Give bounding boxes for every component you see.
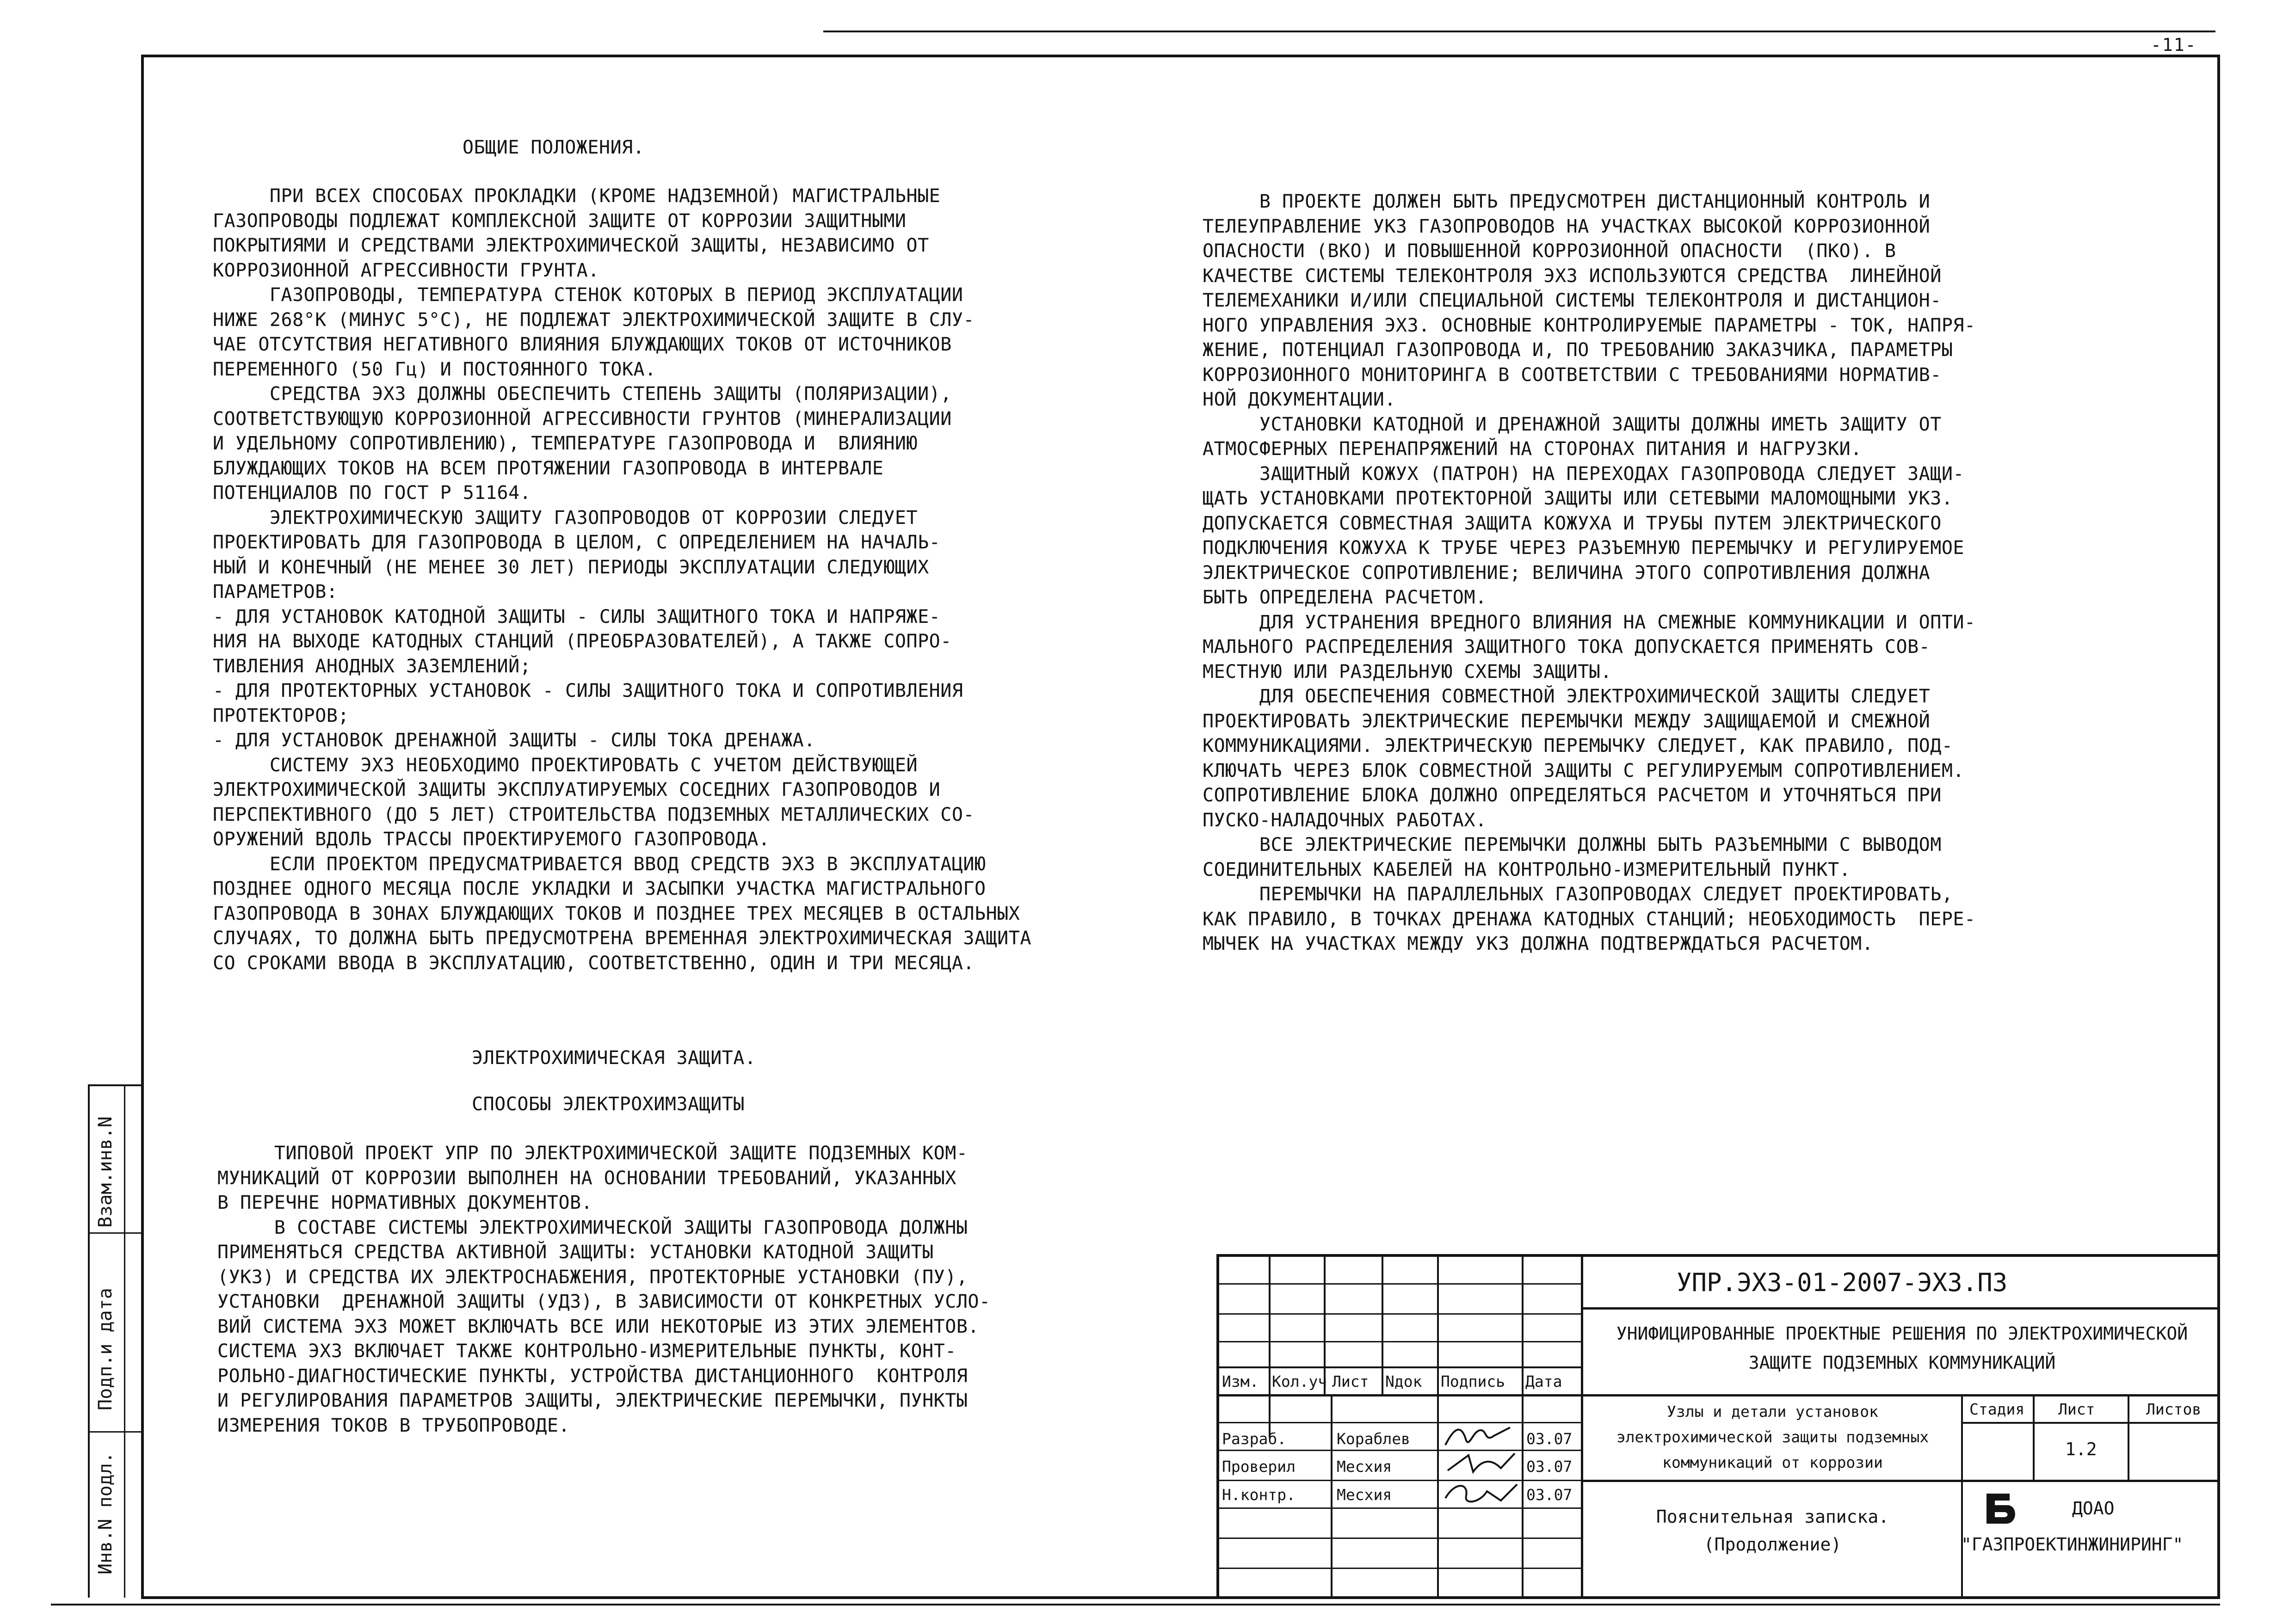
text-line: И РЕГУЛИРОВАНИЯ ПАРАМЕТРОВ ЗАЩИТЫ, ЭЛЕКТРИЧЕСКИЕ ПЕРЕМЫЧКИ, ПУНКТЫ — [217, 1390, 968, 1411]
heading-general: ОБЩИЕ ПОЛОЖЕНИЯ. — [463, 137, 645, 158]
sheet-label: Лист — [2058, 1400, 2095, 1418]
role-razrab: Разраб. — [1222, 1430, 1287, 1448]
text-line: СРЕДСТВА ЭХЗ ДОЛЖНЫ ОБЕСПЕЧИТЬ СТЕПЕНЬ ЗАЩИТЫ (ПОЛЯРИЗАЦИИ), — [213, 383, 952, 405]
date-razrab: 03.07 — [1526, 1430, 1573, 1448]
tb-top-line — [1216, 1254, 2220, 1257]
text-line: В ПРОЕКТЕ ДОЛЖЕН БЫТЬ ПРЕДУСМОТРЕН ДИСТАНЦИОННЫЙ КОНТРОЛЬ И — [1203, 191, 1931, 212]
text-line: МАЛЬНОГО РАСПРЕДЕЛЕНИЯ ЗАЩИТНОГО ТОКА ДОПУСКАЕТСЯ ПРИМЕНЯТЬ СОВ- — [1203, 636, 1931, 658]
text-line: РОЛЬНО-ДИАГНОСТИЧЕСКИЕ ПУНКТЫ, УСТРОЙСТВА ДИСТАНЦИОННОГО КОНТРОЛЯ — [217, 1365, 968, 1387]
tb-left-line — [1216, 1254, 1219, 1599]
header-kol-uch: Кол.уч — [1272, 1372, 1327, 1390]
tb-h-r6 — [1216, 1422, 1582, 1423]
text-line: ПОЗДНЕЕ ОДНОГО МЕСЯЦА ПОСЛЕ УКЛАДКИ И ЗАСЫПКИ УЧАСТКА МАГИСТРАЛЬНОГО — [213, 878, 986, 899]
sheets-label: Листов — [2146, 1400, 2202, 1418]
tb-h-r7 — [1216, 1450, 1582, 1451]
text-line: КЛЮЧАТЬ ЧЕРЕЗ БЛОК СОВМЕСТНОЙ ЗАЩИТЫ С РЕГУЛИРУЕМЫМ СОПРОТИВЛЕНИЕМ. — [1203, 760, 1964, 781]
tb-v-stage — [1961, 1394, 1963, 1598]
text-line: ПРОТЕКТОРОВ; — [213, 705, 349, 726]
side-stamp-div1 — [88, 1232, 142, 1234]
left-methods-text — [217, 1141, 991, 1438]
text-line: В ПЕРЕЧНЕ НОРМАТИВНЫХ ДОКУМЕНТОВ. — [217, 1192, 593, 1213]
text-line: ТЕЛЕМЕХАНИКИ И/ИЛИ СПЕЦИАЛЬНОЙ СИСТЕМЫ ТЕЛЕКОНТРОЛЯ И ДИСТАНЦИОН- — [1203, 290, 1942, 311]
gazprom-logo-icon — [1982, 1491, 2019, 1526]
text-line: ПЕРСПЕКТИВНОГО (ДО 5 ЛЕТ) СТРОИТЕЛЬСТВА ПОДЗЕМНЫХ МЕТАЛЛИЧЕСКИХ СО- — [213, 804, 975, 825]
text-line: ПЕРЕМЕННОГО (50 Гц) И ПОСТОЯННОГО ТОКА. — [213, 358, 656, 380]
tb-h-r4 — [1216, 1366, 1582, 1368]
tb-v-sheet — [2033, 1394, 2035, 1480]
text-line: КОРРОЗИОННОЙ АГРЕССИВНОСТИ ГРУНТА. — [213, 259, 599, 281]
stage-label: Стадия — [1969, 1400, 2025, 1418]
text-line: АТМОСФЕРНЫХ ПЕРЕНАПРЯЖЕНИЙ НА СТОРОНАХ ПИТАНИЯ И НАГРУЗКИ. — [1203, 438, 1862, 460]
text-line: ОПАСНОСТИ (ВКО) И ПОВЫШЕННОЙ КОРРОЗИОННОЙ ОПАСНОСТИ (ПКО). В — [1203, 240, 1896, 262]
doc-code: УПР.ЭХЗ-01-2007-ЭХЗ.ПЗ — [1677, 1268, 2008, 1297]
sheet-title-line-2: электрохимической защиты подземных — [1616, 1428, 1929, 1446]
text-line: СОЕДИНИТЕЛЬНЫХ КАБЕЛЕЙ НА КОНТРОЛЬНО-ИЗМЕРИТЕЛЬНЫЙ ПУНКТ. — [1203, 859, 1851, 880]
text-line: ВИЙ СИСТЕМА ЭХЗ МОЖЕТ ВКЛЮЧАТЬ ВСЕ ИЛИ НЕКОТОРЫЕ ИЗ ЭТИХ ЭЛЕМЕНТОВ. — [217, 1316, 979, 1337]
date-nkontr: 03.07 — [1526, 1486, 1573, 1504]
text-line: ДЛЯ ОБЕСПЕЧЕНИЯ СОВМЕСТНОЙ ЭЛЕКТРОХИМИЧЕСКОЙ ЗАЩИТЫ СЛЕДУЕТ — [1203, 686, 1931, 707]
text-line: ГАЗОПРОВОДЫ, ТЕМПЕРАТУРА СТЕНОК КОТОРЫХ В ПЕРИОД ЭКСПЛУАТАЦИИ — [213, 284, 963, 306]
tb-h-r9 — [1216, 1507, 1582, 1509]
text-line: ПАРАМЕТРОВ: — [213, 581, 338, 603]
tb-v-podpis — [1437, 1254, 1439, 1598]
text-line: ДЛЯ УСТРАНЕНИЯ ВРЕДНОГО ВЛИЯНИЯ НА СМЕЖНЫЕ КОММУНИКАЦИИ И ОПТИ- — [1203, 611, 1976, 633]
text-line: - ДЛЯ УСТАНОВОК КАТОДНОЙ ЗАЩИТЫ - СИЛЫ ЗАЩИТНОГО ТОКА И НАПРЯЖЕ- — [213, 606, 941, 627]
text-line: МУНИКАЦИЙ ОТ КОРРОЗИИ ВЫПОЛНЕН НА ОСНОВАНИИ ТРЕБОВАНИЙ, УКАЗАННЫХ — [217, 1167, 956, 1189]
text-line: ГАЗОПРОВОДА В ЗОНАХ БЛУЖДАЮЩИХ ТОКОВ И ПОЗДНЕЕ ТРЕХ МЕСЯЦЕВ В ОСТАЛЬНЫХ — [213, 903, 1020, 924]
heading-methods: СПОСОБЫ ЭЛЕКТРОХИМЗАЩИТЫ — [472, 1094, 745, 1115]
text-line: - ДЛЯ УСТАНОВОК ДРЕНАЖНОЙ ЗАЩИТЫ - СИЛЫ ТОКА ДРЕНАЖА. — [213, 730, 815, 751]
page-number: -11- — [2151, 35, 2197, 55]
text-line: КАЧЕСТВЕ СИСТЕМЫ ТЕЛЕКОНТРОЛЯ ЭХЗ ИСПОЛЬЗУЮТСЯ СРЕДСТВА ЛИНЕЙНОЙ — [1203, 265, 1942, 287]
tb-v-main — [1581, 1254, 1583, 1598]
text-line: ГАЗОПРОВОДЫ ПОДЛЕЖАТ КОМПЛЕКСНОЙ ЗАЩИТЕ ОТ КОРРОЗИИ ЗАЩИТНЫМИ — [213, 210, 907, 232]
text-line: СИСТЕМУ ЭХЗ НЕОБХОДИМО ПРОЕКТИРОВАТЬ С УЧЕТОМ ДЕЙСТВУЮЩЕЙ — [213, 754, 918, 776]
inv-podl-label: Инв.N подл. — [95, 1452, 116, 1575]
text-line: МЕСТНУЮ ИЛИ РАЗДЕЛЬНУЮ СХЕМЫ ЗАЩИТЫ. — [1203, 661, 1612, 683]
right-column-text — [1203, 190, 1976, 957]
signature-nkontr — [1441, 1480, 1519, 1507]
tb-v-sheets — [2128, 1394, 2129, 1480]
text-line: НОЙ ДОКУМЕНТАЦИИ. — [1203, 389, 1396, 410]
text-line: ПРИ ВСЕХ СПОСОБАХ ПРОКЛАДКИ (КРОМЕ НАДЗЕМНОЙ) МАГИСТРАЛЬНЫЕ — [213, 185, 941, 207]
doc-type-line-2: (Продолжение) — [1703, 1534, 1842, 1555]
text-line: (УКЗ) И СРЕДСТВА ИХ ЭЛЕКТРОСНАБЖЕНИЯ, ПРОТЕКТОРНЫЕ УСТАНОВКИ (ПУ), — [217, 1266, 968, 1288]
text-line: ПРОЕКТИРОВАТЬ ДЛЯ ГАЗОПРОВОДА В ЦЕЛОМ, С ОПРЕДЕЛЕНИЕМ НА НАЧАЛЬ- — [213, 532, 941, 553]
text-line: ЗАЩИТНЫЙ КОЖУХ (ПАТРОН) НА ПЕРЕХОДАХ ГАЗОПРОВОДА СЛЕДУЕТ ЗАЩИ- — [1203, 463, 1964, 485]
text-line: ПОДКЛЮЧЕНИЯ КОЖУХА К ТРУБЕ ЧЕРЕЗ РАЗЪЕМНУЮ ПЕРЕМЫЧКУ И РЕГУЛИРУЕМОЕ — [1203, 537, 1964, 559]
text-line: СОПРОТИВЛЕНИЕ БЛОКА ДОЛЖНО ОПРЕДЕЛЯТЬСЯ РАСЧЕТОМ И УТОЧНЯТЬСЯ ПРИ — [1203, 785, 1942, 806]
side-stamp-div2 — [88, 1431, 142, 1433]
text-line: ОРУЖЕНИЙ ВДОЛЬ ТРАССЫ ПРОЕКТИРУЕМОГО ГАЗОПРОВОДА. — [213, 829, 770, 850]
tb-v-list — [1331, 1394, 1333, 1598]
tb-h-r3 — [1216, 1341, 1582, 1342]
tb-code-bottom-line — [1582, 1307, 2220, 1310]
tb-project-bottom-line — [1216, 1394, 2220, 1396]
tb-h-r1 — [1216, 1283, 1582, 1285]
text-line: - ДЛЯ ПРОТЕКТОРНЫХ УСТАНОВОК - СИЛЫ ЗАЩИТНОГО ТОКА И СОПРОТИВЛЕНИЯ — [213, 680, 963, 701]
text-line: НОГО УПРАВЛЕНИЯ ЭХЗ. ОСНОВНЫЕ КОНТРОЛИРУЕМЫЕ ПАРАМЕТРЫ - ТОК, НАПРЯ- — [1203, 314, 1976, 336]
heading-ehz: ЭЛЕКТРОХИМИЧЕСКАЯ ЗАЩИТА. — [472, 1047, 756, 1069]
text-line: ЩАТЬ УСТАНОВКАМИ ПРОТЕКТОРНОЙ ЗАЩИТЫ ИЛИ СЕТЕВЫМИ МАЛОМОЩНЫМИ УКЗ. — [1203, 488, 1953, 509]
name-razrab: Кораблев — [1337, 1430, 1410, 1448]
text-line: ПРОЕКТИРОВАТЬ ЭЛЕКТРИЧЕСКИЕ ПЕРЕМЫЧКИ МЕЖДУ ЗАЩИЩАЕМОЙ И СМЕЖНОЙ — [1203, 710, 1931, 732]
tb-h-r2 — [1216, 1313, 1582, 1315]
sheet-title-line-1: Узлы и детали установок — [1667, 1403, 1878, 1421]
top-edge-line — [823, 31, 2215, 32]
role-nkontr: Н.контр. — [1222, 1486, 1296, 1504]
text-line: ЖЕНИЕ, ПОТЕНЦИАЛ ГАЗОПРОВОДА И, ПО ТРЕБОВАНИЮ ЗАКАЗЧИКА, ПАРАМЕТРЫ — [1203, 339, 1953, 361]
podp-data-label: Подп.и дата — [95, 1288, 116, 1410]
text-line: ПЕРЕМЫЧКИ НА ПАРАЛЛЕЛЬНЫХ ГАЗОПРОВОДАХ СЛЕДУЕТ ПРОЕКТИРОВАТЬ, — [1203, 884, 1953, 905]
text-line: ПОКРЫТИЯМИ И СРЕДСТВАМИ ЭЛЕКТРОХИМИЧЕСКОЙ ЗАЩИТЫ, НЕЗАВИСИМО ОТ — [213, 235, 929, 256]
text-line: ТЕЛЕУПРАВЛЕНИЕ УКЗ ГАЗОПРОВОДОВ НА УЧАСТКАХ ВЫСОКОЙ КОРРОЗИОННОЙ — [1203, 215, 1931, 237]
text-line: ЭЛЕКТРОХИМИЧЕСКОЙ ЗАЩИТЫ ЭКСПЛУАТИРУЕМЫХ СОСЕДНИХ ГАЗОПРОВОДОВ И — [213, 779, 941, 800]
side-stamp-mid-line — [124, 1084, 125, 1598]
header-izm: Изм. — [1222, 1372, 1259, 1390]
text-line: МЫЧЕК НА УЧАСТКАХ МЕЖДУ УКЗ ДОЛЖНА ПОДТВЕРЖДАТЬСЯ РАСЧЕТОМ. — [1203, 933, 1874, 954]
project-line-1: УНИФИЦИРОВАННЫЕ ПРОЕКТНЫЕ РЕШЕНИЯ ПО ЭЛЕКТРОХИМИЧЕСКОЙ — [1616, 1323, 2188, 1344]
name-proveril: Месхия — [1337, 1458, 1392, 1476]
text-line: СО СРОКАМИ ВВОДА В ЭКСПЛУАТАЦИЮ, СООТВЕТСТВЕННО, ОДИН И ТРИ МЕСЯЦА. — [213, 952, 975, 974]
tb-h-r10 — [1216, 1538, 1582, 1539]
text-line: КОММУНИКАЦИЯМИ. ЭЛЕКТРИЧЕСКУЮ ПЕРЕМЫЧКУ СЛЕДУЕТ, КАК ПРАВИЛО, ПОД- — [1203, 735, 1953, 757]
project-line-2: ЗАЩИТЕ ПОДЗЕМНЫХ КОММУНИКАЦИЙ — [1748, 1353, 2056, 1373]
text-line: НИЖЕ 268°К (МИНУС 5°С), НЕ ПОДЛЕЖАТ ЭЛЕКТРОХИМИЧЕСКОЙ ЗАЩИТЕ В СЛУ- — [213, 309, 975, 331]
text-line: ЧАЕ ОТСУТСТВИЯ НЕГАТИВНОГО ВЛИЯНИЯ БЛУЖДАЮЩИХ ТОКОВ ОТ ИСТОЧНИКОВ — [213, 334, 952, 355]
text-line: В СОСТАВЕ СИСТЕМЫ ЭЛЕКТРОХИМИЧЕСКОЙ ЗАЩИТЫ ГАЗОПРОВОДА ДОЛЖНЫ — [217, 1217, 968, 1238]
text-line: СИСТЕМА ЭХЗ ВКЛЮЧАЕТ ТАКЖЕ КОНТРОЛЬНО-ИЗМЕРИТЕЛЬНЫЕ ПУНКТЫ, КОНТ- — [217, 1341, 956, 1362]
text-line: ВСЕ ЭЛЕКТРИЧЕСКИЕ ПЕРЕМЫЧКИ ДОЛЖНЫ БЫТЬ РАЗЪЕМНЫМИ С ВЫВОДОМ — [1203, 834, 1942, 855]
side-stamp-left-line — [88, 1084, 90, 1598]
text-line: КАК ПРАВИЛО, В ТОЧКАХ ДРЕНАЖА КАТОДНЫХ СТАНЦИЙ; НЕОБХОДИМОСТЬ ПЕРЕ- — [1203, 908, 1976, 930]
text-line: ИЗМЕРЕНИЯ ТОКОВ В ТРУБОПРОВОДЕ. — [217, 1415, 570, 1436]
tb-sheet-bottom-line — [1582, 1480, 2220, 1482]
tb-v-data — [1522, 1254, 1524, 1598]
left-general-text — [213, 184, 1031, 976]
text-line: ТИПОВОЙ ПРОЕКТ УПР ПО ЭЛЕКТРОХИМИЧЕСКОЙ ЗАЩИТЕ ПОДЗЕМНЫХ КОМ- — [217, 1143, 968, 1164]
header-list: Лист — [1332, 1372, 1369, 1390]
vzam-inv-label: Взам.инв.N — [95, 1116, 116, 1228]
header-podpis: Подпись — [1441, 1372, 1505, 1390]
frame-bottom-line — [141, 1596, 2220, 1599]
text-line: ЭЛЕКТРИЧЕСКОЕ СОПРОТИВЛЕНИЕ; ВЕЛИЧИНА ЭТОГО СОПРОТИВЛЕНИЯ ДОЛЖНА — [1203, 562, 1931, 584]
tb-h-r11 — [1216, 1568, 1582, 1569]
doc-type-line-1: Пояснительная записка. — [1656, 1507, 1889, 1527]
signature-razrab — [1441, 1422, 1519, 1450]
text-line: КОРРОЗИОННОГО МОНИТОРИНГА В СООТВЕТСТВИИ С ТРЕБОВАНИЯМИ НОРМАТИВ- — [1203, 364, 1942, 386]
text-line: НЫЙ И КОНЕЧНЫЙ (НЕ МЕНЕЕ 30 ЛЕТ) ПЕРИОДЫ ЭКСПЛУАТАЦИИ СЛЕДУЮЩИХ — [213, 556, 929, 578]
sheet-value: 1.2 — [2065, 1439, 2097, 1459]
date-proveril: 03.07 — [1526, 1458, 1573, 1476]
text-line: СЛУЧАЯХ, ТО ДОЛЖНА БЫТЬ ПРЕДУСМОТРЕНА ВРЕМЕННАЯ ЭЛЕКТРОХИМИЧЕСКАЯ ЗАЩИТА — [213, 928, 1031, 949]
side-stamp-top-line — [88, 1084, 142, 1086]
text-line: ЕСЛИ ПРОЕКТОМ ПРЕДУСМАТРИВАЕТСЯ ВВОД СРЕДСТВ ЭХЗ В ЭКСПЛУАТАЦИЮ — [213, 853, 986, 875]
tb-right-cells-mid-line — [1961, 1422, 2220, 1424]
tb-h-r8 — [1216, 1480, 1582, 1481]
text-line: ЭЛЕКТРОХИМИЧЕСКУЮ ЗАЩИТУ ГАЗОПРОВОДОВ ОТ КОРРОЗИИ СЛЕДУЕТ — [213, 507, 918, 529]
text-line: ДОПУСКАЕТСЯ СОВМЕСТНАЯ ЗАЩИТА КОЖУХА И ТРУБЫ ПУТЕМ ЭЛЕКТРИЧЕСКОГО — [1203, 512, 1942, 534]
header-data: Дата — [1525, 1372, 1562, 1390]
text-line: ТИВЛЕНИЯ АНОДНЫХ ЗАЗЕМЛЕНИЙ; — [213, 655, 531, 677]
text-line: ПОТЕНЦИАЛОВ ПО ГОСТ Р 51164. — [213, 482, 531, 504]
signature-proveril — [1441, 1450, 1519, 1477]
org-line-1: ДОАО — [2072, 1498, 2115, 1519]
role-proveril: Проверил — [1222, 1458, 1296, 1476]
text-line: ПУСКО-НАЛАДОЧНЫХ РАБОТАХ. — [1203, 809, 1487, 831]
text-line: БЛУЖДАЮЩИХ ТОКОВ НА ВСЕМ ПРОТЯЖЕНИИ ГАЗОПРОВОДА В ИНТЕРВАЛЕ — [213, 457, 884, 479]
text-line: ПРИМЕНЯТЬСЯ СРЕДСТВА АКТИВНОЙ ЗАЩИТЫ: УСТАНОВКИ КАТОДНОЙ ЗАЩИТЫ — [217, 1242, 934, 1263]
outer-bottom-line — [51, 1604, 2220, 1606]
text-line: БЫТЬ ОПРЕДЕЛЕНА РАСЧЕТОМ. — [1203, 587, 1487, 608]
org-line-2: "ГАЗПРОЕКТИНЖИНИРИНГ" — [1961, 1534, 2184, 1555]
frame-top-line — [141, 55, 2220, 57]
text-line: И УДЕЛЬНОМУ СОПРОТИВЛЕНИЮ), ТЕМПЕРАТУРЕ ГАЗОПРОВОДА И ВЛИЯНИЮ — [213, 433, 918, 454]
sheet-title-line-3: коммуникаций от коррозии — [1662, 1453, 1883, 1471]
text-line: СООТВЕТСТВУЮЩУЮ КОРРОЗИОННОЙ АГРЕССИВНОСТИ ГРУНТОВ (МИНЕРАЛИЗАЦИИ — [213, 408, 952, 430]
header-ndok: Nдок — [1385, 1372, 1422, 1390]
text-line: УСТАНОВКИ КАТОДНОЙ И ДРЕНАЖНОЙ ЗАЩИТЫ ДОЛЖНЫ ИМЕТЬ ЗАЩИТУ ОТ — [1203, 413, 1942, 435]
text-line: УСТАНОВКИ ДРЕНАЖНОЙ ЗАЩИТЫ (УДЗ), В ЗАВИСИМОСТИ ОТ КОНКРЕТНЫХ УСЛО- — [217, 1291, 991, 1312]
tb-v-ndok — [1382, 1254, 1383, 1394]
tb-v-izm — [1269, 1254, 1271, 1437]
name-nkontr: Месхия — [1337, 1486, 1392, 1504]
text-line: НИЯ НА ВЫХОДЕ КАТОДНЫХ СТАНЦИЙ (ПРЕОБРАЗОВАТЕЛЕЙ), А ТАКЖЕ СОПРО- — [213, 631, 952, 652]
frame-left-line — [141, 55, 144, 1599]
